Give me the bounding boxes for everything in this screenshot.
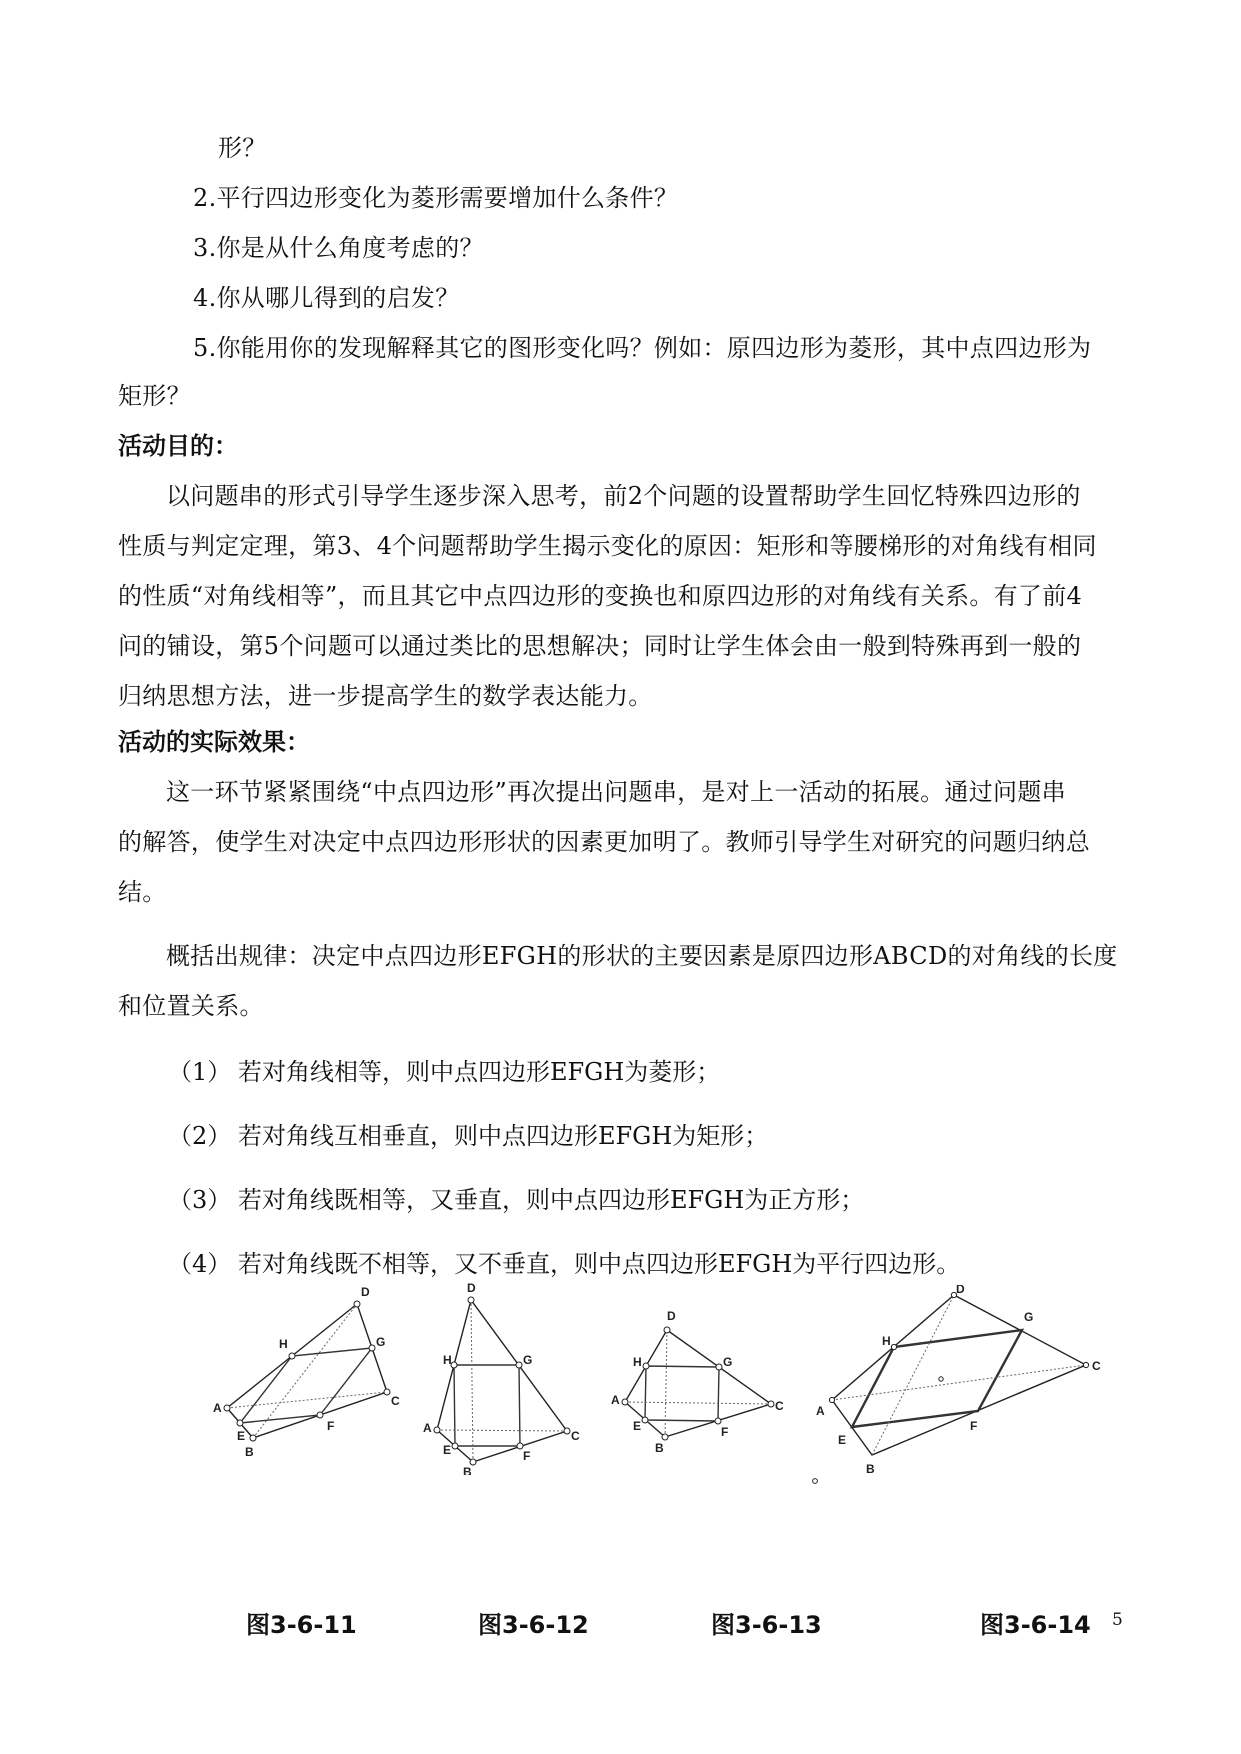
figure-caption: 图3-6-11 (246, 1611, 357, 1639)
label-e: E (237, 1429, 246, 1443)
label-g: G (523, 1353, 533, 1367)
point-a (224, 1405, 230, 1411)
label-f: F (970, 1419, 978, 1433)
label-h: H (443, 1353, 452, 1367)
label-e: E (443, 1443, 452, 1457)
figure-caption: 图3-6-14 (980, 1611, 1091, 1639)
effect-heading: 活动的实际效果： (118, 728, 310, 756)
diagonal-ac (437, 1430, 567, 1431)
diagonal-bd (471, 1300, 473, 1462)
figure-caption: 图3-6-13 (711, 1611, 822, 1639)
rule-line: 和位置关系。 (118, 992, 264, 1020)
point-a (829, 1397, 834, 1402)
point-e (642, 1417, 648, 1423)
rule-item (168, 1116, 768, 1151)
quad-abcd (832, 1295, 1086, 1455)
label-g: G (376, 1335, 386, 1349)
point-h (451, 1362, 457, 1368)
rule-item-number: （4） (168, 1250, 232, 1278)
figure-3-6-12 (415, 1280, 585, 1475)
effect-line: 结。 (118, 878, 167, 906)
label-h: H (279, 1337, 288, 1351)
point-g (716, 1364, 722, 1370)
rule-item-number: （3） (168, 1186, 232, 1214)
point-c (1083, 1362, 1088, 1367)
question-1-tail: 形？ (218, 134, 267, 162)
quad-efgh (645, 1366, 719, 1421)
label-a: A (423, 1421, 432, 1435)
purpose-line: 归纳思想方法，进一步提高学生的数学表达能力。 (118, 682, 653, 710)
label-d: D (956, 1285, 965, 1296)
label-c: C (391, 1394, 400, 1408)
label-f: F (327, 1419, 335, 1433)
point-a (434, 1427, 440, 1433)
point-g (516, 1362, 522, 1368)
effect-line: 的解答，使学生对决定中点四边形形状的因素更加明了。教师引导学生对研究的问题归纳总 (118, 828, 1090, 856)
purpose-line: 性质与判定定理，第3、4个问题帮助学生揭示变化的原因：矩形和等腰梯形的对角线有相同 (118, 532, 1097, 560)
label-g: G (723, 1355, 733, 1369)
point-extra (813, 1479, 818, 1484)
label-g: G (1024, 1310, 1034, 1324)
label-f: F (721, 1425, 729, 1439)
label-b: B (655, 1441, 664, 1455)
rule-line: 概括出规律：决定中点四边形EFGH的形状的主要因素是原四边形ABCD的对角线的长度 (166, 942, 1118, 970)
point-d (468, 1297, 474, 1303)
quad-abcd (227, 1304, 387, 1438)
rule-item (168, 1180, 864, 1215)
rule-item-text: 若对角线互相垂直，则中点四边形EFGH为矩形； (238, 1122, 769, 1150)
point-f (317, 1412, 323, 1418)
label-c: C (571, 1429, 580, 1443)
figure-caption: 图3-6-12 (478, 1611, 589, 1639)
question-5-line-1: 5.你能用你的发现解释其它的图形变化吗？例如：原四边形为菱形，其中点四边形为 (193, 334, 1092, 362)
label-f: F (523, 1449, 531, 1463)
label-h: H (633, 1355, 642, 1369)
purpose-line: 的性质“对角线相等”，而且其它中点四边形的变换也和原四边形的对角线有关系。有了前4 (118, 582, 1083, 610)
purpose-line: 问的铺设，第5个问题可以通过类比的思想解决；同时让学生体会由一般到特殊再到一般的 (118, 632, 1082, 660)
rule-item-text: 若对角线既相等，又垂直，则中点四边形EFGH为正方形； (238, 1186, 865, 1214)
quad-efgh (852, 1330, 1022, 1427)
label-b: B (463, 1465, 472, 1475)
figure-3-6-13 (605, 1290, 805, 1455)
label-e: E (633, 1419, 642, 1433)
rule-item-number: （2） (168, 1122, 232, 1150)
point-c (768, 1401, 774, 1407)
label-c: C (775, 1399, 784, 1413)
point-g (369, 1345, 375, 1351)
point-b (662, 1434, 668, 1440)
label-e: E (838, 1433, 847, 1447)
diagonal-bd (872, 1295, 954, 1455)
point-h (891, 1344, 896, 1349)
question-4: 4.你从哪儿得到的启发？ (193, 284, 460, 312)
question-2: 2.平行四边形变化为菱形需要增加什么条件？ (193, 184, 679, 212)
point-c (564, 1428, 570, 1434)
point-center (939, 1377, 943, 1381)
label-b: B (866, 1462, 875, 1476)
point-f (715, 1418, 721, 1424)
figure-3-6-14 (810, 1285, 1120, 1510)
label-a: A (816, 1404, 825, 1418)
rule-item-number: （1） (168, 1058, 232, 1086)
label-d: D (667, 1309, 676, 1323)
point-h (289, 1353, 295, 1359)
point-e (452, 1443, 458, 1449)
point-b (250, 1435, 256, 1441)
rule-item-text: 若对角线相等，则中点四边形EFGH为菱形； (238, 1058, 721, 1086)
quad-efgh (240, 1348, 372, 1423)
label-a: A (611, 1393, 620, 1407)
label-a: A (213, 1401, 222, 1415)
point-a (622, 1399, 628, 1405)
purpose-heading: 活动目的： (118, 432, 238, 460)
rule-item-text: 若对角线既不相等，又不垂直，则中点四边形EFGH为平行四边形。 (238, 1250, 961, 1278)
point-h (643, 1363, 649, 1369)
effect-line: 这一环节紧紧围绕“中点四边形”再次提出问题串，是对上一活动的拓展。通过问题串 (166, 778, 1066, 806)
label-c: C (1092, 1359, 1101, 1373)
question-5-line-2: 矩形？ (118, 382, 191, 410)
quad-abcd (437, 1300, 567, 1462)
label-b: B (245, 1445, 254, 1459)
rule-item (168, 1052, 720, 1087)
question-3: 3.你是从什么角度考虑的？ (193, 234, 484, 262)
quad-efgh (454, 1365, 520, 1446)
diagonal-ac (625, 1402, 771, 1404)
diagonal-bd (253, 1304, 357, 1438)
point-c (384, 1389, 390, 1395)
point-d (354, 1301, 360, 1307)
rule-item (168, 1244, 960, 1279)
point-e (237, 1420, 243, 1426)
label-d: D (467, 1281, 476, 1295)
label-d: D (361, 1285, 370, 1299)
page-number: 5 (1112, 1610, 1123, 1630)
purpose-line: 以问题串的形式引导学生逐步深入思考，前2个问题的设置帮助学生回忆特殊四边形的 (166, 482, 1081, 510)
label-h: H (882, 1334, 891, 1348)
point-d (664, 1327, 670, 1333)
figure-3-6-11 (205, 1280, 405, 1465)
